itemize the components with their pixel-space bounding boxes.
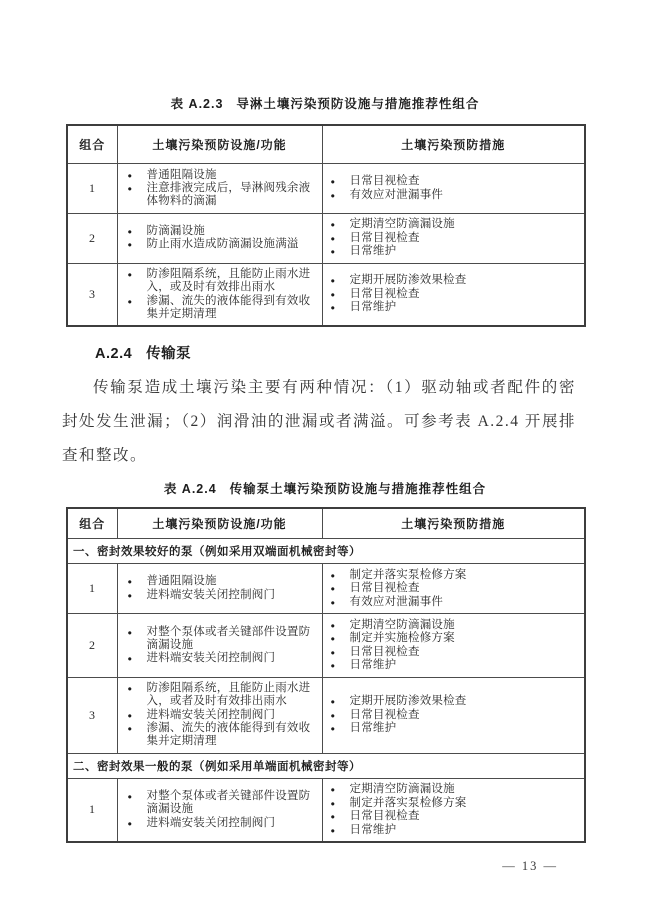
bullet-text: 进料端安装关闭控制阀门 xyxy=(146,708,276,721)
bullet-text: 注意排液完成后，导淋阀残余液体物料的滴漏 xyxy=(146,182,311,207)
bullet-icon: ● xyxy=(330,303,336,313)
bullet-text: 有效应对泄漏事件 xyxy=(349,595,444,608)
bullet-text: 对整个泵体或者关键部件设置防滴漏设施 xyxy=(146,625,311,651)
bullet-icon: ● xyxy=(127,577,133,587)
bullet-icon: ● xyxy=(127,710,133,720)
bullet-item xyxy=(331,245,580,258)
bullet-icon: ● xyxy=(127,590,133,600)
bullet-icon: ● xyxy=(330,798,336,808)
page-content xyxy=(62,96,584,874)
bullet-text: 制定并实施检修方案 xyxy=(349,632,455,644)
table1-header-row xyxy=(67,125,585,164)
bullet-icon: ● xyxy=(330,661,336,670)
bullet-icon: ● xyxy=(330,177,336,186)
bullet-icon: ● xyxy=(127,296,133,306)
bullet-text: 渗漏、流失的液体能得到有效收集并定期清理 xyxy=(146,294,311,320)
bullet-item xyxy=(128,589,317,602)
bullet-text: 进料端安装关闭控制阀门 xyxy=(146,652,276,664)
bullet-icon: ● xyxy=(330,724,336,733)
group-label: 一、密封效果较好的泵（例如采用双端面机械密封等） xyxy=(67,539,585,564)
facilities-cell xyxy=(117,164,322,214)
facilities-cell xyxy=(117,614,322,678)
table-row xyxy=(67,213,585,263)
bullet-text: 对整个泵体或者关键部件设置防滴漏设施 xyxy=(146,790,311,815)
bullet-item xyxy=(331,659,580,672)
bullet-item xyxy=(128,225,317,238)
bullet-text: 进料端安装关闭控制阀门 xyxy=(146,816,276,829)
bullet-item xyxy=(331,596,580,609)
bullet-icon: ● xyxy=(127,240,133,250)
measures-cell xyxy=(322,263,585,326)
bullet-text: 定期开展防渗效果检查 xyxy=(349,274,467,287)
table1-title xyxy=(66,96,584,112)
table2-title xyxy=(66,481,584,497)
table-row xyxy=(67,564,585,614)
section-heading xyxy=(95,345,584,363)
bullet-item xyxy=(128,238,317,251)
combo-cell: 1 xyxy=(67,564,117,614)
combo-cell: 2 xyxy=(67,213,117,263)
combo-cell: 3 xyxy=(67,677,117,753)
bullet-icon: ● xyxy=(127,724,133,733)
bullet-text: 日常维护 xyxy=(349,301,397,314)
page-number: — 13 — xyxy=(502,859,558,873)
bullet-icon: ● xyxy=(127,170,133,180)
table2-col-header-combo: 组合 xyxy=(67,508,117,539)
measures-cell xyxy=(322,164,585,214)
bullet-text: 定期清空防滴漏设施 xyxy=(349,618,455,631)
measures-cell xyxy=(322,213,585,263)
bullet-icon: ● xyxy=(330,785,336,794)
bullet-text: 有效应对泄漏事件 xyxy=(349,188,444,201)
combo-cell: 1 xyxy=(67,778,117,842)
table1-col-header-facilities: 土壤污染预防设施/功能 xyxy=(117,125,322,164)
bullet-icon: ● xyxy=(127,226,133,236)
bullet-text: 防渗阻隔系统，且能防止雨水进入，或者及时有效排出雨水 xyxy=(146,682,311,707)
bullet-text: 日常维护 xyxy=(349,659,397,671)
bullet-item xyxy=(128,722,317,748)
bullet-text: 日常维护 xyxy=(349,722,397,734)
table-row xyxy=(67,164,585,214)
bullet-item xyxy=(331,274,580,287)
bullet-item xyxy=(128,817,317,830)
bullet-text: 日常目视检查 xyxy=(349,175,420,187)
bullet-text: 定期清空防滴漏设施 xyxy=(349,783,455,795)
table1-title-text: 导淋土壤污染预防设施与措施推荐性组合 xyxy=(236,97,480,111)
bullet-text: 日常目视检查 xyxy=(349,582,420,594)
bullet-text: 日常目视检查 xyxy=(349,708,420,721)
bullet-item xyxy=(331,218,580,231)
bullet-item xyxy=(331,288,580,301)
bullet-text: 渗漏、流失的液体能得到有效收集并定期清理 xyxy=(146,722,311,747)
section-number: A.2.4 xyxy=(95,346,133,362)
bullet-text: 日常目视检查 xyxy=(349,645,420,658)
combo-cell: 1 xyxy=(67,164,117,214)
bullet-item xyxy=(128,790,317,816)
group-label: 二、密封效果一般的泵（例如采用单端面机械密封等） xyxy=(67,753,585,778)
bullet-item xyxy=(128,682,317,708)
bullet-icon: ● xyxy=(330,570,336,580)
table-row xyxy=(67,614,585,678)
table2-title-text: 传输泵土壤污染预防设施与措施推荐性组合 xyxy=(229,482,487,496)
table2-col-header-facilities: 土壤污染预防设施/功能 xyxy=(117,508,322,539)
bullet-icon: ● xyxy=(330,825,336,835)
bullet-item xyxy=(128,575,317,588)
bullet-item xyxy=(331,810,580,823)
bullet-icon: ● xyxy=(330,634,336,643)
bullet-text: 进料端安装关闭控制阀门 xyxy=(146,588,276,601)
bullet-icon: ● xyxy=(330,647,336,657)
bullet-item xyxy=(331,646,580,659)
bullet-text: 日常目视检查 xyxy=(349,287,420,300)
table-row xyxy=(67,263,585,326)
bullet-icon: ● xyxy=(330,812,336,821)
bullet-icon: ● xyxy=(330,597,336,607)
bullet-icon: ● xyxy=(330,233,336,243)
bullet-text: 防滴漏设施 xyxy=(146,224,205,237)
bullet-item xyxy=(331,824,580,837)
bullet-icon: ● xyxy=(330,710,336,720)
bullet-icon: ● xyxy=(127,270,133,279)
facilities-cell xyxy=(117,564,322,614)
bullet-text: 日常目视检查 xyxy=(349,810,420,822)
bullet-text: 日常目视检查 xyxy=(349,231,420,244)
bullet-text: 定期开展防渗效果检查 xyxy=(349,695,467,707)
table-row xyxy=(67,677,585,753)
bullet-item xyxy=(128,709,317,722)
bullet-item xyxy=(128,268,317,294)
bullet-text: 日常维护 xyxy=(349,823,397,836)
bullet-icon: ● xyxy=(127,684,133,693)
table2-header-row xyxy=(67,508,585,539)
bullet-icon: ● xyxy=(127,184,133,193)
combo-cell: 3 xyxy=(67,263,117,326)
bullet-icon: ● xyxy=(330,247,336,256)
table-group-header-row xyxy=(67,753,585,778)
table-group-header-row xyxy=(67,539,585,564)
bullet-text: 定期清空防滴漏设施 xyxy=(349,218,455,230)
bullet-item xyxy=(331,722,580,735)
table2-title-label: 表 A.2.4 xyxy=(163,482,217,496)
bullet-item xyxy=(331,232,580,245)
combo-cell: 2 xyxy=(67,614,117,678)
bullet-icon: ● xyxy=(127,818,133,828)
bullet-icon: ● xyxy=(330,190,336,200)
table2-col-header-measures: 土壤污染预防措施 xyxy=(322,508,585,539)
body-paragraph: 传输泵造成土壤污染主要有两种情况：（1）驱动轴或者配件的密封处发生泄漏；（2）润滑油的泄漏或者满溢。可参考表 A.2.4 开展排查和整改。 xyxy=(62,379,576,464)
bullet-icon: ● xyxy=(127,654,133,663)
bullet-item xyxy=(331,189,580,202)
measures-cell xyxy=(322,778,585,842)
bullet-icon: ● xyxy=(330,697,336,706)
bullet-text: 日常维护 xyxy=(349,245,397,257)
section-title: 传输泵 xyxy=(146,346,192,362)
bullet-item xyxy=(331,709,580,722)
bullet-text: 防渗阻隔系统，且能防止雨水进入，或及时有效排出雨水 xyxy=(146,268,311,293)
facilities-cell xyxy=(117,213,322,263)
table1-col-header-combo: 组合 xyxy=(67,125,117,164)
bullet-text: 普通阻隔设施 xyxy=(146,575,217,588)
bullet-item xyxy=(331,632,580,645)
bullet-icon: ● xyxy=(330,220,336,229)
bullet-icon: ● xyxy=(330,620,336,630)
bullet-icon: ● xyxy=(127,792,133,801)
table1-col-header-measures: 土壤污染预防措施 xyxy=(322,125,585,164)
table1-title-label: 表 A.2.3 xyxy=(170,97,224,111)
bullet-item xyxy=(331,301,580,314)
bullet-icon: ● xyxy=(330,289,336,299)
bullet-text: 防止雨水造成防滴漏设施满溢 xyxy=(146,238,299,251)
bullet-item xyxy=(128,169,317,182)
bullet-text: 普通阻隔设施 xyxy=(146,168,217,181)
bullet-item xyxy=(128,295,317,321)
bullet-item xyxy=(128,652,317,665)
facilities-cell xyxy=(117,778,322,842)
table-row xyxy=(67,778,585,842)
bullet-text: 制定并落实泵检修方案 xyxy=(349,568,467,581)
bullet-item xyxy=(331,582,580,595)
bullet-item xyxy=(331,569,580,582)
bullet-item xyxy=(331,619,580,632)
facilities-cell xyxy=(117,677,322,753)
table-a23 xyxy=(66,124,586,327)
bullet-item xyxy=(128,626,317,652)
table-a24 xyxy=(66,507,586,843)
measures-cell xyxy=(322,614,585,678)
bullet-item xyxy=(331,797,580,810)
bullet-icon: ● xyxy=(127,627,133,637)
bullet-icon: ● xyxy=(330,584,336,593)
facilities-cell xyxy=(117,263,322,326)
bullet-icon: ● xyxy=(330,276,336,286)
bullet-item xyxy=(331,175,580,188)
bullet-item xyxy=(331,695,580,708)
measures-cell xyxy=(322,564,585,614)
bullet-item xyxy=(128,182,317,208)
measures-cell xyxy=(322,677,585,753)
bullet-item xyxy=(331,783,580,796)
bullet-text: 制定并落实泵检修方案 xyxy=(349,796,467,809)
